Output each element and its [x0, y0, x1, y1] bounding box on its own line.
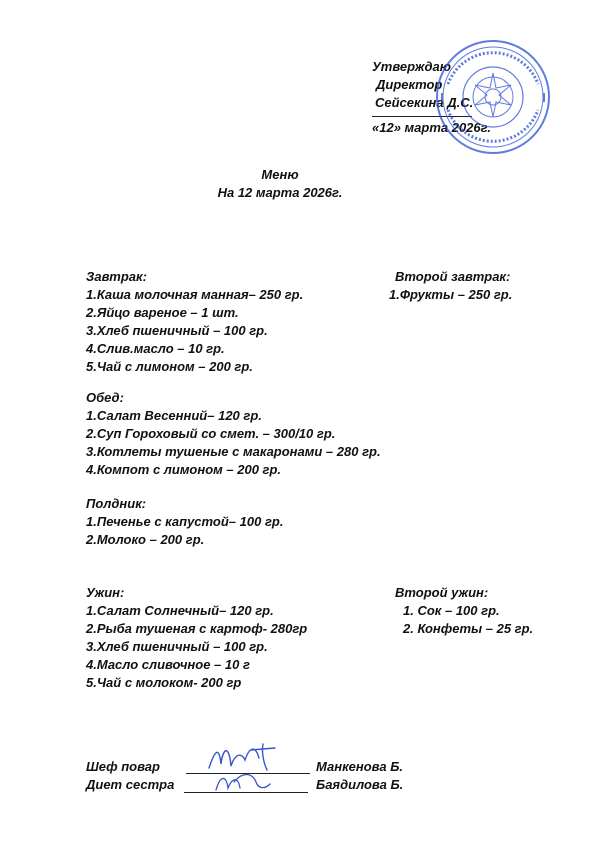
- list-item: 2.Молоко – 200 гр.: [86, 532, 205, 547]
- signature-row-chef: [86, 758, 160, 776]
- list-item: 4.Масло сливочное – 10 г: [86, 657, 250, 672]
- signature-row-diet: [86, 776, 174, 794]
- list-item: 2.Яйцо вареное – 1 шт.: [86, 305, 239, 320]
- chef-name-block: [316, 758, 403, 776]
- diet-nurse-name-block: [316, 776, 403, 794]
- list-item: 1.Салат Весенний– 120 гр.: [86, 408, 262, 423]
- handwritten-signature-icon: [212, 768, 276, 796]
- signature-name: Манкенова Б.: [316, 759, 404, 774]
- list-item: 5.Чай с лимоном – 200 гр.: [86, 359, 253, 374]
- second-dinner-heading: Второй ужин:: [395, 585, 489, 600]
- signature-name: Баядилова Б.: [316, 777, 404, 792]
- list-item: 2. Конфеты – 25 гр.: [403, 621, 534, 636]
- dinner-section: [86, 584, 307, 692]
- list-item: 1.Салат Солнечный– 120 гр.: [86, 603, 274, 618]
- list-item: 2.Суп Гороховый со смет. – 300/10 гр.: [86, 426, 336, 441]
- list-item: 4.Компот с лимоном – 200 гр.: [86, 462, 282, 477]
- snack-section: [86, 495, 283, 549]
- snack-heading: Полдник:: [86, 496, 147, 511]
- list-item: 5.Чай с молоком- 200 гр: [86, 675, 242, 690]
- second-breakfast-section: [389, 268, 512, 304]
- list-item: 4.Слив.масло – 10 гр.: [86, 341, 225, 356]
- approval-date: «12» марта 2026г.: [372, 120, 492, 135]
- menu-date-line: На 12 марта 2026г.: [217, 185, 343, 200]
- official-seal-icon: [434, 38, 552, 156]
- second-breakfast-heading: Второй завтрак:: [395, 269, 511, 284]
- lunch-heading: Обед:: [86, 390, 124, 405]
- breakfast-heading: Завтрак:: [86, 269, 147, 284]
- menu-title-line: Меню: [261, 167, 299, 182]
- signature-role: Шеф повар: [86, 759, 160, 774]
- lunch-section: [86, 389, 381, 479]
- breakfast-section: [86, 268, 303, 376]
- list-item: 1.Печенье с капустой– 100 гр.: [86, 514, 284, 529]
- list-item: 1. Сок – 100 гр.: [403, 603, 500, 618]
- signature-role: Диет сестра: [86, 777, 175, 792]
- director-name: Сейсекина Д.С.: [375, 95, 474, 110]
- list-item: 3.Хлеб пшеничный – 100 гр.: [86, 323, 268, 338]
- list-item: 2.Рыба тушеная с картоф- 280гр: [86, 621, 308, 636]
- list-item: 1.Каша молочная манная– 250 гр.: [86, 287, 304, 302]
- menu-title: [0, 166, 560, 202]
- list-item: 1.Фрукты – 250 гр.: [389, 287, 513, 302]
- director-title: Директор: [376, 77, 443, 92]
- list-item: 3.Хлеб пшеничный – 100 гр.: [86, 639, 268, 654]
- approval-label: Утверждаю: [372, 59, 451, 74]
- dinner-heading: Ужин:: [86, 585, 125, 600]
- list-item: 3.Котлеты тушеные с макаронами – 280 гр.: [86, 444, 381, 459]
- second-dinner-section: [395, 584, 533, 638]
